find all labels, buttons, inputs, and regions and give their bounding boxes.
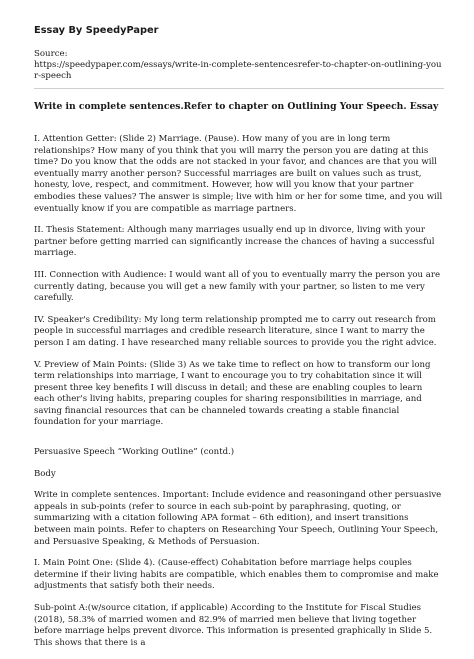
header-divider <box>34 88 444 89</box>
document-header <box>34 25 444 82</box>
paragraph-main-point-one: I. Main Point One: (Slide 4). (Cause-effect) Cohabitation before marriage helps couples determine if their living habits are compatible, which enables them to compromise and make adjustments that satisfy both their needs. <box>34 558 439 592</box>
essay-title: Write in complete sentences.Refer to chapter on Outlining Your Speech. Essay <box>34 101 439 112</box>
source-label: Source: <box>34 49 68 59</box>
paragraph-attention-getter: I. Attention Getter: (Slide 2) Marriage. (Pause). How many of you are in long term relationships? How many of you think that you will marry the person you are dating at this time? Do you know that the odds are not stacked in your favor, and chances are that you will eventually marry another person? Successful marriages are built on values such as trust, honesty, love, respect, and commitment. However, how will you know that your partner embodies these values? The answer is simple; live with him or her for some time, and you will eventually know if you are compatible as marriage partners. <box>34 134 443 214</box>
paragraph-sub-point-a: Sub-point A:(w/source citation, if applicable) According to the Institute for Fiscal Studies (2018), 58.3% of married women and 82.9% of married men believe that living together before marriage helps prevent divorce. This information is presented graphically in Slide 5. This shows that there is a <box>34 603 433 648</box>
paragraph-preview: V. Preview of Main Points: (Slide 3) As we take time to reflect on how to transform our long term relationships into marriage, I want to encourage you to try cohabitation since it will present three key benefits I will discuss in detail; and these are enabling couples to learn each other's living habits, preparing couples for sharing responsibilities in marriage, and saving financial resources that can be channeled towards creating a stable financial foundation for your marriage. <box>34 359 431 428</box>
paragraph-credibility: IV. Speaker's Credibility: My long term relationship prompted me to carry out research from people in successful marriages and credible research literature, since I want to marry the person I am dating. I have researched many reliable sources to provide you the right advice. <box>34 314 437 348</box>
paragraph-thesis: II. Thesis Statement: Although many marriages usually end up in divorce, living with your partner before getting married can significantly increase the chances of having a successful marriage. <box>34 225 435 259</box>
section-heading-body: Body <box>34 468 56 479</box>
essay-body <box>34 134 444 659</box>
brand-title: Essay By SpeedyPaper <box>34 25 159 36</box>
source-url-link[interactable]: https://speedypaper.com/essays/write-in-complete-sentencesrefer-to-chapter-on-outlining-your-speech <box>34 60 442 81</box>
section-heading-outline: Persuasive Speech “Working Outline” (contd.) <box>34 447 235 458</box>
paragraph-instructions: Write in complete sentences. Important: Include evidence and reasoningand other persuasive appeals in sub-points (refer to source in each sub-point by paraphrasing, quoting, or summarizing with a citation following APA format – 6th edition), and insert transitions between main points. Refer to chapters on Researching Your Speech, Outlining Your Speech, and Persuasive Speaking, & Methods of Persuasion. <box>34 490 442 547</box>
paragraph-connection: III. Connection with Audience: I would want all of you to eventually marry the person you are currently dating, because you will get a new family with your partner, so listen to me very carefully. <box>34 269 441 304</box>
